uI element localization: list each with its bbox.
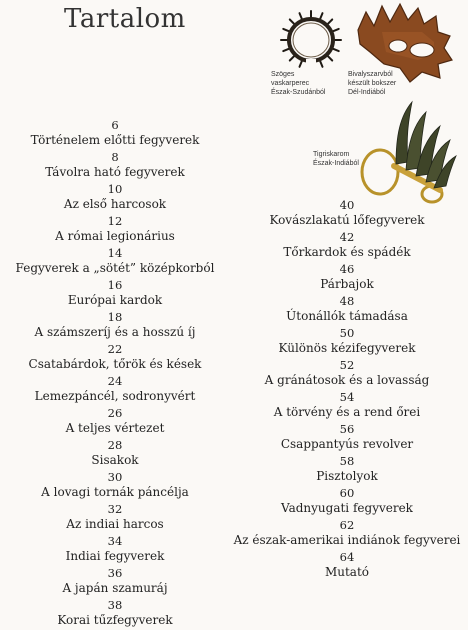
toc-page-number: 46 [339, 262, 355, 276]
toc-entry-title: Az indiai harcos [66, 517, 164, 531]
toc-entry-title: Fegyverek a „sötét” középkorból [15, 261, 215, 275]
toc-entry [0, 374, 230, 406]
toc-entry-title: Csatabárdok, tőrök és kések [28, 357, 202, 371]
toc-entry-title: Párbajok [320, 277, 374, 291]
toc-entry [232, 550, 462, 582]
toc-entry [0, 534, 230, 566]
toc-entry [232, 262, 462, 294]
toc-entry [232, 198, 462, 230]
toc-entry-title: Mutató [324, 565, 370, 579]
caption-line: Dél-Indiából [348, 89, 386, 96]
toc-entry-title: Sisakok [91, 453, 139, 467]
toc-entry-title: Pisztolyok [316, 469, 378, 483]
caption-line: Észak-Szudánból [271, 89, 326, 96]
caption-line: vaskarperec [271, 80, 310, 87]
toc-entry [232, 518, 462, 550]
tiger-claw-image [350, 96, 460, 208]
toc-entry-title: Távolra ható fegyverek [45, 165, 185, 179]
toc-entry [0, 598, 230, 630]
toc-page-number: 36 [107, 566, 123, 580]
toc-page-number: 50 [339, 326, 355, 340]
toc-entry-title: Európai kardok [67, 293, 163, 307]
toc-entry [0, 502, 230, 534]
toc-entry [232, 454, 462, 486]
toc-entry [0, 406, 230, 438]
toc-page-number: 18 [107, 310, 123, 324]
toc-entry-title: Kovászlakatú lőfegyverek [269, 213, 425, 227]
caption-line: készült bokszer [348, 80, 397, 87]
toc-entry-title: Vadnyugati fegyverek [281, 501, 413, 515]
toc-page-number: 52 [339, 358, 355, 372]
toc-entry [0, 150, 230, 182]
caption-line: Szöges [271, 71, 295, 78]
toc-entry [0, 438, 230, 470]
toc-entry [232, 294, 462, 326]
toc-entry [0, 278, 230, 310]
toc-page-number: 10 [107, 182, 123, 196]
toc-page-number: 60 [339, 486, 355, 500]
toc-entry-title: Csappantyús revolver [280, 437, 414, 451]
toc-entry [0, 214, 230, 246]
toc-entry [232, 358, 462, 390]
toc-entry-title: A gránátosok és a lovasság [264, 373, 430, 387]
toc-entry [0, 342, 230, 374]
toc-entry-title: Útonállók támadása [286, 309, 408, 323]
toc-page-number: 42 [339, 230, 355, 244]
toc-entry-title: Tőrkardok és spádék [283, 245, 411, 259]
toc-entry-title: Az első harcosok [63, 197, 167, 211]
toc-page-number: 12 [107, 214, 123, 228]
toc-entry [0, 310, 230, 342]
toc-page-number: 22 [107, 342, 123, 356]
toc-entry-title: A római legionárius [55, 229, 175, 243]
toc-entry-title: A számszeríj és a hosszú íj [34, 325, 196, 339]
horn-knuckleduster-caption [348, 70, 396, 97]
page-title: Tartalom [64, 4, 186, 34]
toc-page-number: 14 [107, 246, 123, 260]
toc-entry-title: Történelem előtti fegyverek [30, 133, 200, 147]
toc-page-number: 54 [339, 390, 355, 404]
spiked-bracelet-image [270, 6, 352, 72]
toc-entry [232, 486, 462, 518]
toc-entry [0, 118, 230, 150]
toc-page-number: 58 [339, 454, 355, 468]
toc-page-number: 40 [339, 198, 355, 212]
toc-page-number: 28 [107, 438, 123, 452]
toc-entry [232, 390, 462, 422]
toc-entry [0, 182, 230, 214]
toc-page-number: 26 [107, 406, 123, 420]
toc-entry-title: A teljes vértezet [65, 421, 165, 435]
toc-entry-title: A japán szamuráj [62, 581, 168, 595]
toc-page-number: 48 [339, 294, 355, 308]
toc-entry-title: A törvény és a rend őrei [273, 405, 421, 419]
toc-page-number: 56 [339, 422, 355, 436]
toc-page-number: 8 [111, 150, 119, 164]
spiked-bracelet-caption [271, 70, 325, 97]
caption-line: Tigriskarom [313, 151, 350, 158]
toc-entry-title: Indiai fegyverek [65, 549, 165, 563]
toc-entry-title: Lemezpáncél, sodronyvért [34, 389, 196, 403]
toc-page-number: 38 [107, 598, 123, 612]
toc-entry [0, 246, 230, 278]
toc-entry-title: Különös kézifegyverek [278, 341, 416, 355]
toc-page-number: 6 [111, 118, 119, 132]
toc-entry [232, 230, 462, 262]
toc-entry [232, 422, 462, 454]
toc-page-number: 34 [107, 534, 123, 548]
toc-page-number: 30 [107, 470, 123, 484]
toc-page-number: 64 [339, 550, 355, 564]
toc-entry [232, 326, 462, 358]
toc-left-column [0, 118, 230, 630]
toc-entry-title: Korai tűzfegyverek [57, 613, 173, 627]
caption-line: Észak-Indiából [313, 160, 359, 167]
toc-entry [0, 470, 230, 502]
toc-entry [0, 566, 230, 598]
toc-page-number: 24 [107, 374, 123, 388]
toc-page-number: 16 [107, 278, 123, 292]
tiger-claw-caption [313, 150, 359, 168]
toc-page-number: 62 [339, 518, 355, 532]
toc-entry-title: A lovagi tornák páncélja [41, 485, 189, 499]
toc-entry-title: Az észak-amerikai indiánok fegyverei [233, 533, 461, 547]
caption-line: Bivalyszarvból [348, 71, 393, 78]
toc-right-column [232, 198, 462, 582]
toc-page-number: 32 [107, 502, 123, 516]
